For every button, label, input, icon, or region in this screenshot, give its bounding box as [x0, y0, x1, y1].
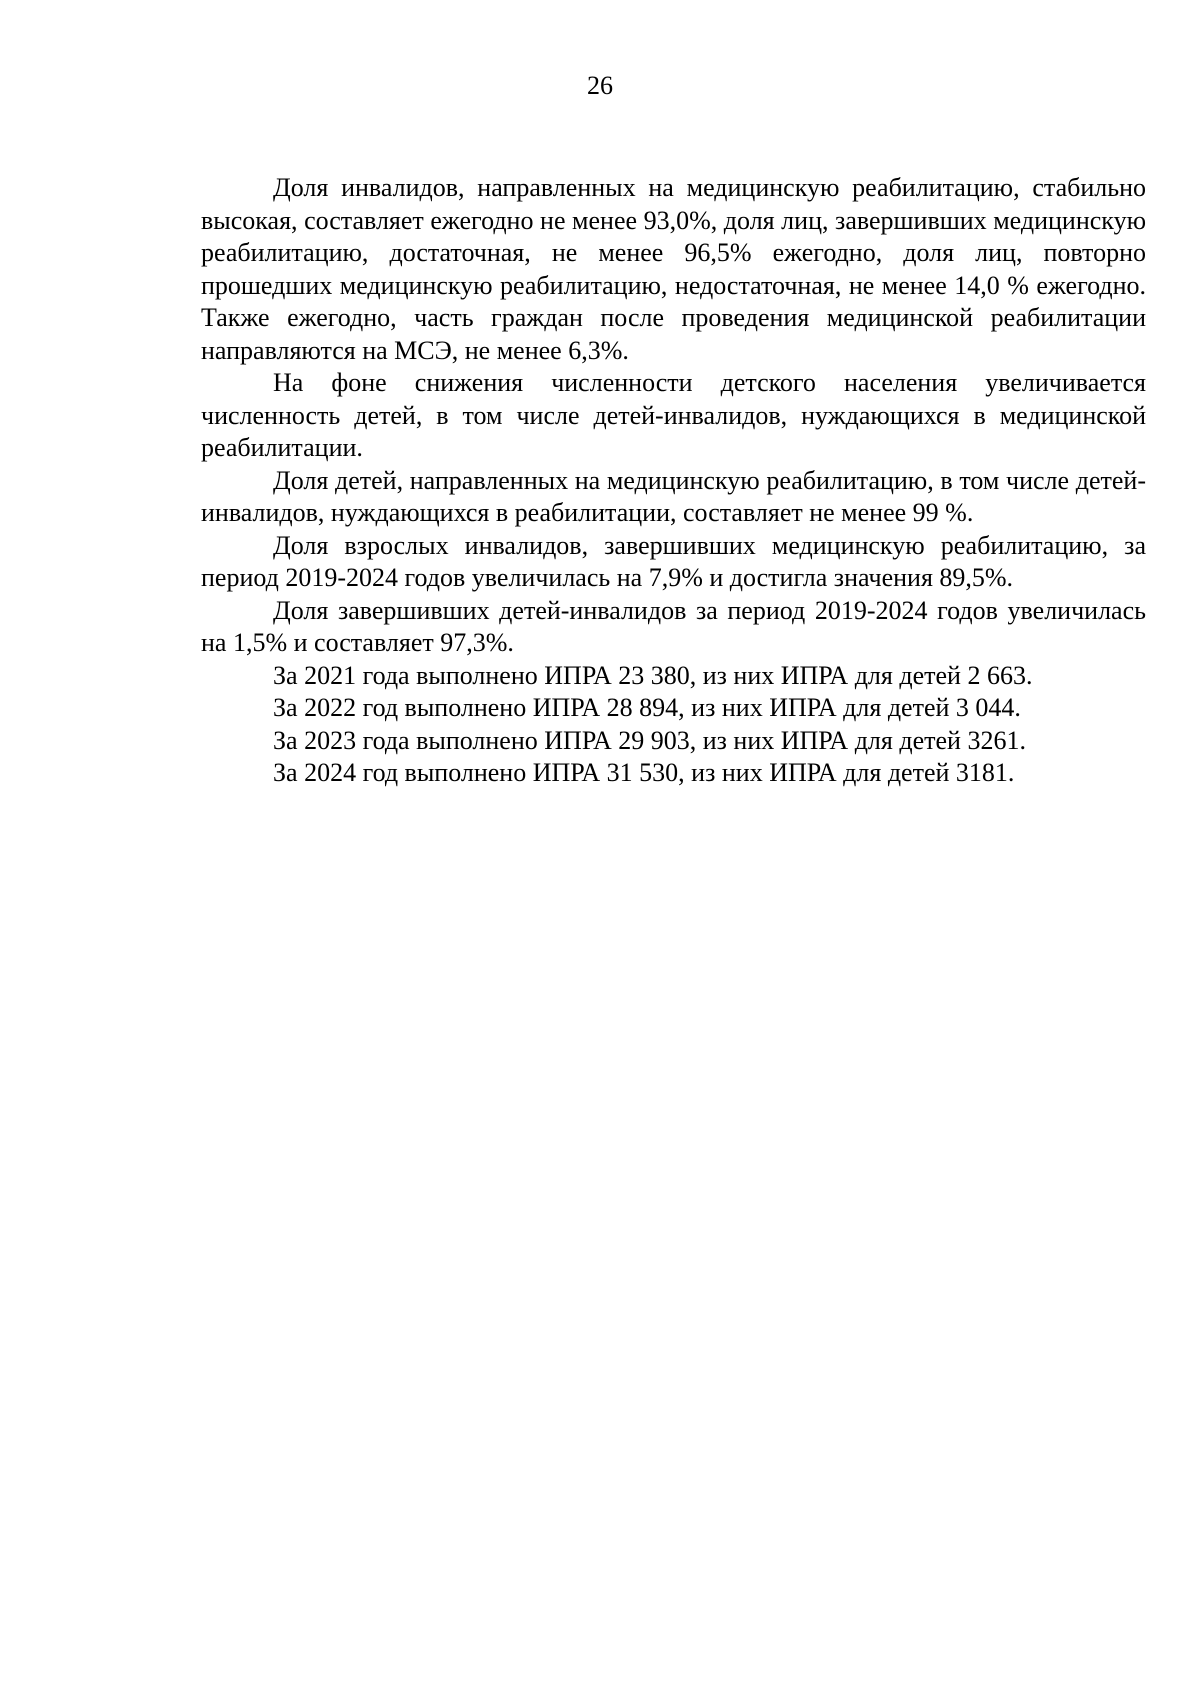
paragraph-children-directed: Доля детей, направленных на медицинскую реабилитацию, в том числе детей-инвалидов, нуждающихся в реабилитации, составляет не менее 99 %.	[201, 465, 1146, 527]
paragraph-ipra-2021: За 2021 года выполнено ИПРА 23 380, из них ИПРА для детей 2 663.	[273, 660, 1033, 690]
paragraph-children-completed: Доля завершивших детей-инвалидов за период 2019-2024 годов увеличилась на 1,5% и составляет 97,3%.	[201, 595, 1146, 657]
paragraph-adults-completed: Доля взрослых инвалидов, завершивших медицинскую реабилитацию, за период 2019-2024 годов увеличилась на 7,9% и достигла значения 89,5%.	[201, 530, 1146, 592]
paragraph-ipra-2023: За 2023 года выполнено ИПРА 29 903, из них ИПРА для детей 3261.	[273, 725, 1026, 755]
paragraph-ipra-2024: За 2024 год выполнено ИПРА 31 530, из них ИПРА для детей 3181.	[273, 758, 1015, 787]
document-body	[201, 172, 1146, 790]
paragraph-ipra-2022: За 2022 год выполнено ИПРА 28 894, из них ИПРА для детей 3 044.	[273, 693, 1021, 722]
paragraph-children-population: На фоне снижения численности детского населения увеличивается численность детей, в том числе детей-инвалидов, нуждающихся в медицинской реабилитации.	[201, 368, 1146, 462]
paragraph-rehab-share: Доля инвалидов, направленных на медицинскую реабилитацию, стабильно высокая, составляет ежегодно не менее 93,0%, доля лиц, завершивших медицинскую реабилитацию, достаточная, не менее 96,5% ежегодно, доля лиц, повторно прошедших медицинскую реабилитацию, недостаточная, не менее 14,0 % ежегодно. Также ежегодно, часть граждан после проведения медицинской реабилитации направляются на МСЭ, не менее 6,3%.	[201, 173, 1146, 365]
page-number: 26	[587, 71, 613, 100]
